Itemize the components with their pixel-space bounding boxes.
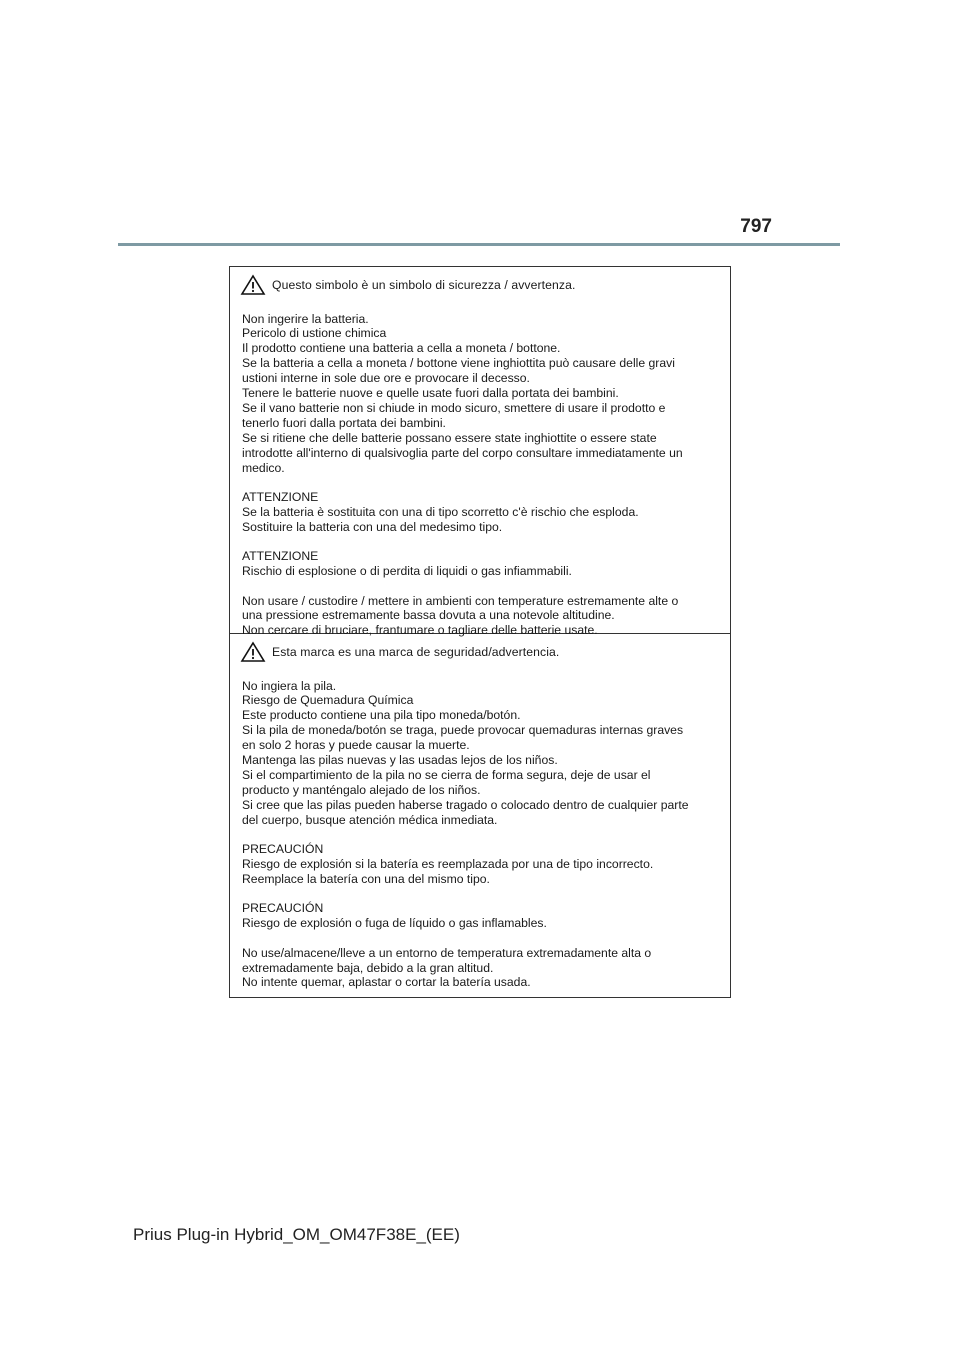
text-line: Mantenga las pilas nuevas y las usadas lejos de los niños.: [242, 753, 558, 768]
italian-title: Questo simbolo è un simbolo di sicurezza / avvertenza.: [272, 278, 576, 292]
text-line: tenerlo fuori dalla portata dei bambini.: [242, 415, 446, 430]
text-line: Se si ritiene che delle batterie possano essere state inghiottite o essere state: [242, 430, 657, 445]
text-line: Tenere le batterie nuove e quelle usate fuori dalla portata dei bambini.: [242, 386, 619, 401]
text-line: Il prodotto contiene una batteria a cella a moneta / bottone.: [242, 341, 561, 356]
text-line: Si el compartimiento de la pila no se cierra de forma segura, deje de usar el: [242, 767, 651, 782]
text-line: ustioni interne in sole due ore e provocare il decesso.: [242, 371, 530, 386]
text-line: Si la pila de moneda/botón se traga, puede provocar quemaduras internas graves: [242, 723, 684, 738]
text-line: producto y manténgalo alejado de los niños.: [242, 782, 481, 797]
italian-warning-section: [230, 267, 730, 638]
text-line: medico.: [242, 460, 285, 475]
paragraph-gap: [242, 828, 718, 843]
paragraph-gap: [242, 931, 718, 946]
spanish-body: [242, 664, 718, 990]
text-line: No use/almacene/lleve a un entorno de temperatura extremadamente alta o: [242, 945, 652, 960]
spanish-warning-section: [230, 634, 730, 997]
text-line: introdotte all'interno di qualsivoglia parte del corpo consultare immediatamente un: [242, 445, 683, 460]
document-footer: Prius Plug-in Hybrid_OM_OM47F38E_(EE): [133, 1225, 460, 1244]
text-line: Non usare / custodire / mettere in ambienti con temperature estremamente alte o: [242, 593, 679, 608]
italian-paragraph: [242, 594, 718, 639]
header-rule: [118, 243, 840, 246]
text-line: ATTENZIONE: [242, 549, 319, 564]
text-line: Se la batteria è sostituita con una di tipo scorretto c'è rischio che esploda.: [242, 504, 639, 519]
text-line: Non ingerire la batteria.: [242, 311, 369, 326]
text-line: Riesgo de Quemadura Química: [242, 693, 414, 708]
text-line: PRECAUCIÓN: [242, 901, 324, 916]
text-line: Sostituire la batteria con una del medesimo tipo.: [242, 519, 503, 534]
text-line: extremadamente baja, debido a la gran altitud.: [242, 960, 494, 975]
text-line: PRECAUCIÓN: [242, 842, 324, 857]
text-line: No ingiera la pila.: [242, 678, 337, 693]
italian-body: [242, 297, 718, 638]
page-number: 797: [740, 216, 772, 237]
italian-paragraph: [242, 549, 718, 579]
battery-warning-box: [229, 266, 731, 998]
spanish-paragraph: [242, 679, 718, 828]
text-line: No intente quemar, aplastar o cortar la batería usada.: [242, 975, 531, 990]
text-line: Pericolo di ustione chimica: [242, 326, 387, 341]
text-line: Riesgo de explosión o fuga de líquido o gas inflamables.: [242, 916, 547, 931]
text-line: Non cercare di bruciare, frantumare o tagliare delle batterie usate.: [242, 623, 598, 638]
text-line: Riesgo de explosión si la batería es reemplazada por una de tipo incorrecto.: [242, 856, 654, 871]
paragraph-gap: [242, 887, 718, 902]
text-line: en solo 2 horas y puede causar la muerte.: [242, 738, 470, 753]
warning-triangle-icon: [240, 274, 266, 296]
text-line: Reemplace la batería con una del mismo tipo.: [242, 871, 490, 886]
spanish-paragraph: [242, 901, 718, 931]
text-line: Se la batteria a cella a moneta / bottone viene inghiottita può causare delle gravi: [242, 356, 675, 371]
spanish-paragraph: [242, 946, 718, 991]
paragraph-gap: [242, 475, 718, 490]
italian-paragraph: [242, 312, 718, 476]
text-line: Si cree que las pilas pueden haberse tragado o colocado dentro de cualquier parte: [242, 797, 689, 812]
text-line: Se il vano batterie non si chiude in modo sicuro, smettere di usare il prodotto e: [242, 400, 666, 415]
spanish-title-row: [242, 640, 718, 664]
italian-title-row: [242, 273, 718, 297]
text-line: una pressione estremamente bassa dovuta a una notevole altitudine.: [242, 608, 615, 623]
paragraph-gap: [242, 535, 718, 550]
paragraph-gap: [242, 664, 718, 679]
text-line: ATTENZIONE: [242, 489, 319, 504]
spanish-title: Esta marca es una marca de seguridad/advertencia.: [272, 645, 560, 659]
paragraph-gap: [242, 297, 718, 312]
warning-triangle-icon: [240, 641, 266, 663]
spanish-paragraph: [242, 842, 718, 887]
italian-paragraph: [242, 490, 718, 535]
text-line: Rischio di esplosione o di perdita di liquidi o gas infiammabili.: [242, 564, 572, 579]
text-line: del cuerpo, busque atención médica inmediata.: [242, 812, 498, 827]
text-line: Este producto contiene una pila tipo moneda/botón.: [242, 708, 521, 723]
paragraph-gap: [242, 579, 718, 594]
